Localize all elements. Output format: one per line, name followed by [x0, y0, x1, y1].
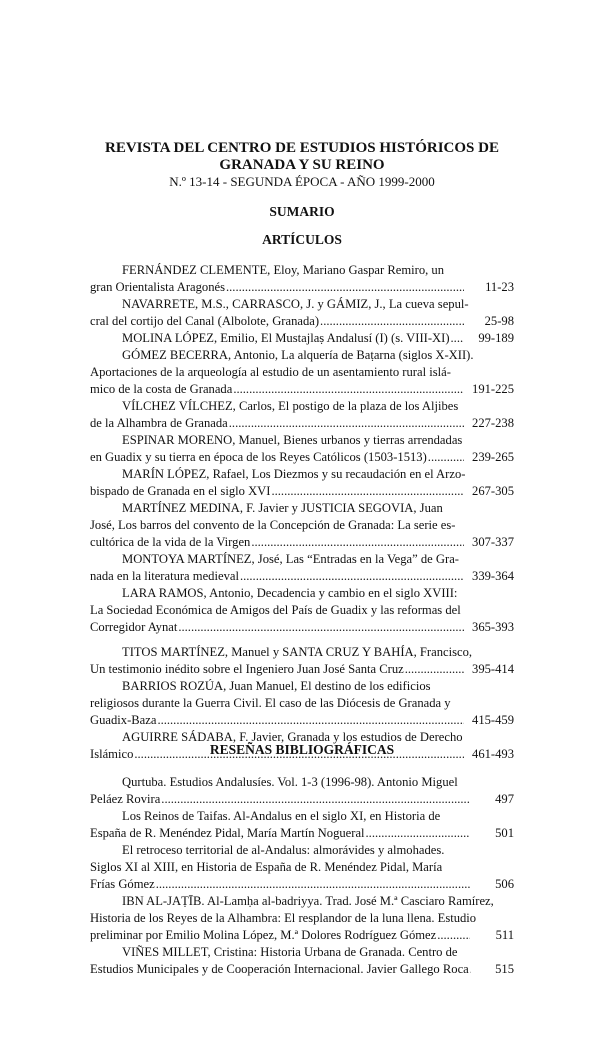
article-entry-line: VÍLCHEZ VÍLCHEZ, Carlos, El postigo de la plaza de los Aljibes — [122, 399, 459, 413]
page-number: 227-238 — [472, 416, 514, 430]
article-entry-line: LARA RAMOS, Antonio, Decadencia y cambio en el siglo XVIII: — [122, 586, 458, 600]
page-number: 461-493 — [472, 747, 514, 761]
review-entry-line: El retroceso territorial de al-Andalus: almorávides y almohades. — [122, 843, 445, 857]
article-entry — [90, 678, 514, 729]
page-number: 365-393 — [472, 620, 514, 634]
dot-leader — [156, 876, 470, 893]
journal-title — [90, 140, 514, 174]
dot-leader — [161, 791, 470, 808]
page-number: 99-189 — [478, 331, 514, 345]
dot-leader — [157, 712, 464, 729]
review-entry-last-line: España de R. Menéndez Pidal, María Martín Nogueral — [90, 826, 365, 840]
review-entry — [90, 808, 514, 842]
sumario-heading: SUMARIO — [269, 204, 335, 219]
article-entry — [90, 432, 514, 466]
dot-leader — [271, 483, 464, 500]
article-entry-last-line: Un testimonio inédito sobre el Ingeniero Juan José Santa Cruz — [90, 662, 404, 676]
journal-issue: N.º 13-14 - SEGUNDA ÉPOCA - AÑO 1999-2000 — [169, 174, 435, 189]
article-entry-last-line: nada en la literatura medieval — [90, 569, 239, 583]
review-entry-last-line: Estudios Municipales y de Cooperación Internacional. Javier Gallego Roca — [90, 962, 469, 976]
article-entry-line: Aportaciones de la arqueología al estudio de un asentamiento rural islá- — [90, 365, 451, 379]
article-entry-line: NAVARRETE, M.S., CARRASCO, J. y GÁMIZ, J., La cueva sepul- — [122, 297, 469, 311]
dot-leader — [428, 449, 464, 466]
page-number: 267-305 — [472, 484, 514, 498]
review-entry — [90, 774, 514, 808]
articulos-heading: ARTÍCULOS — [262, 232, 342, 247]
dot-leader — [233, 381, 464, 398]
review-entry-line: Qurtuba. Estudios Andalusíes. Vol. 1-3 (1996-98). Antonio Miguel — [122, 775, 458, 789]
dot-leader — [437, 927, 470, 944]
article-entry-last-line: gran Orientalista Aragonés — [90, 280, 225, 294]
review-entry-line: VIÑES MILLET, Cristina: Historia Urbana de Granada. Centro de — [122, 945, 458, 959]
page-number: 25-98 — [484, 314, 514, 328]
review-entry-line: Siglos XI al XIII, en Historia de España de R. Menéndez Pidal, María — [90, 860, 443, 874]
article-entry-last-line: cral del cortijo del Canal (Albolote, Granada) — [90, 314, 320, 328]
review-entry — [90, 944, 514, 978]
reviews-list — [90, 774, 514, 978]
dot-leader — [178, 619, 464, 636]
article-entry — [90, 551, 514, 585]
article-entry-line: José, Los barros del convento de la Concepción de Granada: La serie es- — [90, 518, 456, 532]
page-number: 11-23 — [485, 280, 514, 294]
dot-leader — [320, 313, 464, 330]
review-entry — [90, 842, 514, 893]
page-number: 501 — [495, 826, 514, 840]
article-entry-last-line: cultórica de la vida de la Virgen — [90, 535, 251, 549]
dot-leader — [451, 330, 464, 347]
page-number: 497 — [495, 792, 514, 806]
article-entry — [90, 466, 514, 500]
article-entry — [90, 644, 514, 678]
dot-leader — [229, 415, 464, 432]
page-number: 515 — [495, 962, 514, 976]
article-entry-last-line: bispado de Granada en el siglo XVI — [90, 484, 271, 498]
page-number: 506 — [495, 877, 514, 891]
dot-leader — [226, 279, 464, 296]
page-number: 415-459 — [472, 713, 514, 727]
article-entry-last-line: MOLINA LÓPEZ, Emilio, El Mustajlaṣ Andalusí (I) (s. VIII-XI) — [122, 331, 450, 345]
article-entry-line: MONTOYA MARTÍNEZ, José, Las “Entradas en la Vega” de Gra- — [122, 552, 459, 566]
page-number: 339-364 — [472, 569, 514, 583]
page-number: 239-265 — [472, 450, 514, 464]
review-entry-line: Los Reinos de Taifas. Al-Andalus en el siglo XI, en Historia de — [122, 809, 441, 823]
article-entry-line: MARTÍNEZ MEDINA, F. Javier y JUSTICIA SEGOVIA, Juan — [122, 501, 443, 515]
article-entry-last-line: en Guadix y su tierra en época de los Reyes Católicos (1503-1513) — [90, 450, 427, 464]
article-entry-line: ESPINAR MORENO, Manuel, Bienes urbanos y tierras arrendadas — [122, 433, 463, 447]
review-entry-last-line: Peláez Rovira — [90, 792, 161, 806]
review-entry — [90, 893, 514, 944]
article-entry — [90, 398, 514, 432]
article-entry-line: GÓMEZ BECERRA, Antonio, La alquería de Baṭarna (siglos X-XII). — [122, 348, 474, 362]
article-entry — [90, 585, 514, 636]
article-entry — [90, 262, 514, 296]
review-entry-last-line: Frías Gómez — [90, 877, 155, 891]
article-entry-last-line: mico de la costa de Granada — [90, 382, 233, 396]
article-entry-last-line: Corregidor Aynat — [90, 620, 178, 634]
article-entry-line: La Sociedad Económica de Amigos del País de Guadix y las reformas del — [90, 603, 461, 617]
article-entry-last-line: Islámico — [90, 747, 134, 761]
review-entry-line: IBN AL-JAṬĪB. Al-Lamḥa al-badriyya. Trad. José M.ª Casciaro Ramírez, — [122, 894, 494, 908]
article-entry-line: religiosos durante la Guerra Civil. El caso de las Diócesis de Granada y — [90, 696, 451, 710]
dot-leader — [251, 534, 464, 551]
journal-title-line2: GRANADA Y SU REINO — [219, 157, 385, 173]
review-entry-last-line: preliminar por Emilio Molina López, M.ª Dolores Rodríguez Gómez — [90, 928, 437, 942]
article-entry — [90, 330, 514, 347]
page-number: 191-225 — [472, 382, 514, 396]
page-number: 511 — [495, 928, 514, 942]
article-entry — [90, 500, 514, 551]
dot-leader — [405, 661, 464, 678]
article-entry-line: TITOS MARTÍNEZ, Manuel y SANTA CRUZ Y BAHÍA, Francisco, — [122, 645, 473, 659]
dot-leader — [366, 825, 470, 842]
article-entry — [90, 296, 514, 330]
articles-list — [90, 262, 514, 763]
review-entry-line: Historia de los Reyes de la Alhambra: El resplandor de la luna llena. Estudio — [90, 911, 477, 925]
article-entry — [90, 347, 514, 398]
article-entry-line: FERNÁNDEZ CLEMENTE, Eloy, Mariano Gaspar Remiro, un — [122, 263, 445, 277]
article-entry-last-line: Guadix-Baza — [90, 713, 157, 727]
article-entry-last-line: de la Alhambra de Granada — [90, 416, 228, 430]
article-entry-line: AGUIRRE SÁDABA, F. Javier, Granada y los estudios de Derecho — [122, 730, 463, 744]
article-entry-line: BARRIOS ROZÚA, Juan Manuel, El destino de los edificios — [122, 679, 431, 693]
article-entry-line: MARÍN LÓPEZ, Rafael, Los Diezmos y su recaudación en el Arzo- — [122, 467, 466, 481]
page-number: 307-337 — [472, 535, 514, 549]
journal-title-line1: REVISTA DEL CENTRO DE ESTUDIOS HISTÓRICOS DE — [104, 140, 499, 156]
dot-leader — [240, 568, 464, 585]
resenas-heading: RESEÑAS BIBLIOGRÁFICAS — [209, 742, 395, 757]
page-number: 395-414 — [472, 662, 514, 676]
